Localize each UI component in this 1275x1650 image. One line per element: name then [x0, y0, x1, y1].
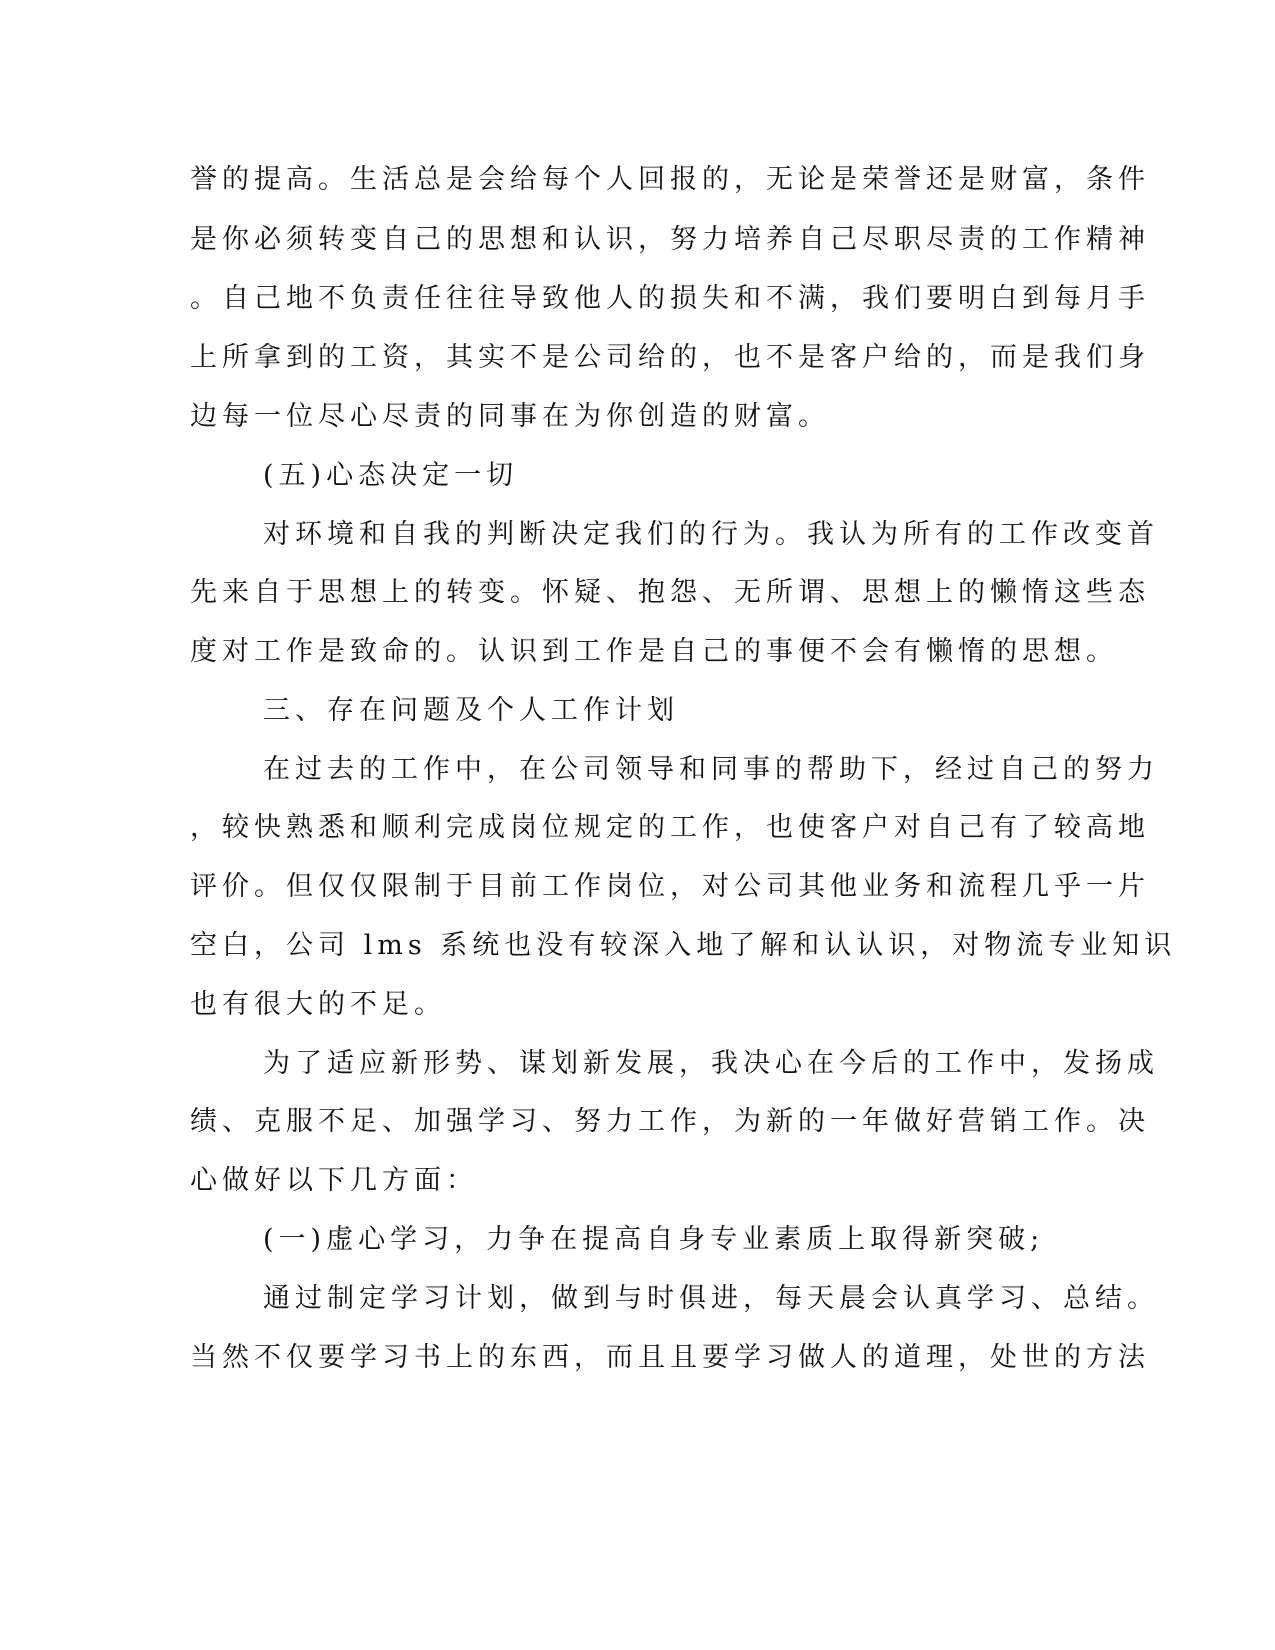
- text-line-8: 先来自于思想上的转变。怀疑、抱怨、无所谓、思想上的懒惰这些态: [190, 577, 1150, 608]
- text-line-15: 也有很大的不足。: [190, 989, 446, 1020]
- text-line-7: 对环境和自我的判断决定我们的行为。我认为所有的工作改变首: [263, 519, 1159, 550]
- text-line-16: 为了适应新形势、谋划新发展，我决心在今后的工作中，发扬成: [263, 1048, 1159, 1079]
- text-line-12: ，较快熟悉和顺利完成岗位规定的工作，也使客户对自己有了较高地: [190, 812, 1150, 843]
- text-line-14: 空白，公司 lms 系统也没有较深入地了解和认认识，对物流专业知识: [190, 930, 1177, 961]
- text-line-11: 在过去的工作中，在公司领导和同事的帮助下，经过自己的努力: [263, 754, 1159, 785]
- text-line-1: 誉的提高。生活总是会给每个人回报的，无论是荣誉还是财富，条件: [190, 164, 1150, 195]
- text-line-17: 绩、克服不足、加强学习、努力工作，为新的一年做好营销工作。决: [190, 1106, 1150, 1137]
- text-line-3: 。自己地不负责任往往导致他人的损失和不满，我们要明白到每月手: [190, 283, 1150, 314]
- text-line-9: 度对工作是致命的。认识到工作是自己的事便不会有懒惰的思想。: [190, 636, 1118, 667]
- section-heading-1: (一)虚心学习，力争在提高自身专业素质上取得新突破;: [263, 1224, 1045, 1255]
- text-line-20: 通过制定学习计划，做到与时俱进，每天晨会认真学习、总结。: [263, 1283, 1159, 1314]
- text-line-18: 心做好以下几方面：: [190, 1165, 478, 1196]
- text-line-4: 上所拿到的工资，其实不是公司给的，也不是客户给的，而是我们身: [190, 342, 1150, 373]
- section-heading-3: 三、存在问题及个人工作计划: [263, 695, 679, 726]
- text-line-21: 当然不仅要学习书上的东西，而且且要学习做人的道理，处世的方法: [190, 1342, 1150, 1373]
- text-line-2: 是你必须转变自己的思想和认识，努力培养自己尽职尽责的工作精神: [190, 224, 1150, 255]
- text-line-13: 评价。但仅仅限制于目前工作岗位，对公司其他业务和流程几乎一片: [190, 871, 1150, 902]
- text-line-5: 边每一位尽心尽责的同事在为你创造的财富。: [190, 401, 830, 432]
- section-heading-5: (五)心态决定一切: [263, 460, 519, 491]
